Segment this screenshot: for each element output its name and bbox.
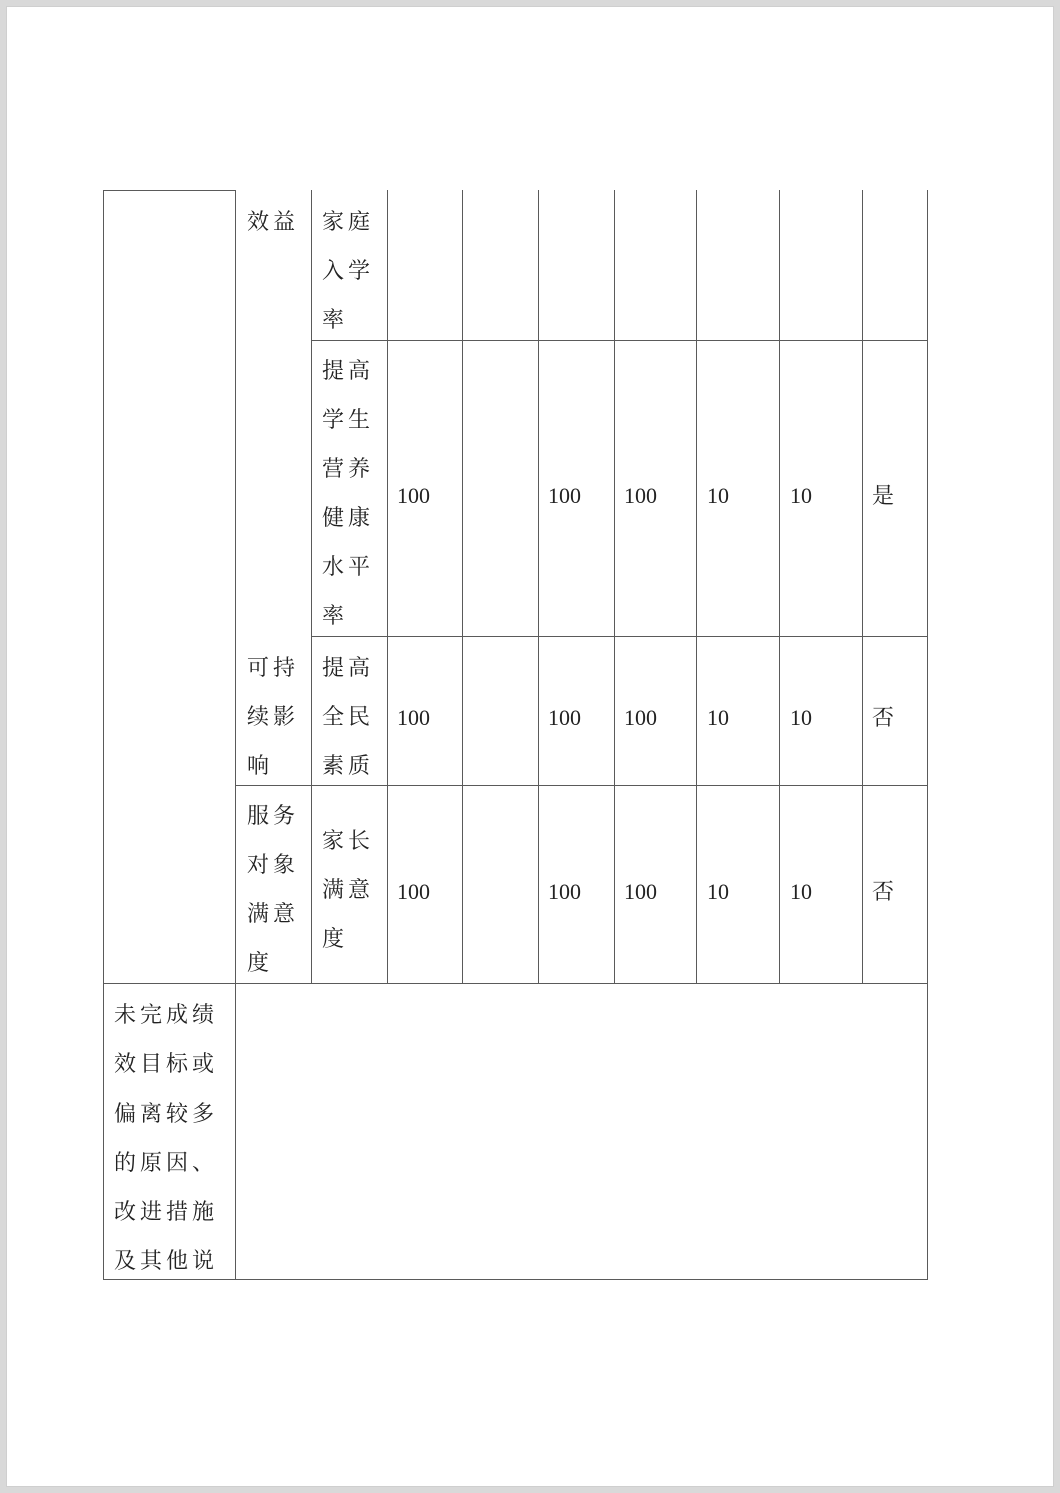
cell-flag: 否 <box>872 705 895 730</box>
indicator-family-enrollment: 家庭 入学 率 <box>322 210 375 333</box>
cell-weight: 10 <box>707 483 729 508</box>
cell-annual-target: 100 <box>397 879 430 904</box>
grid-line-bottom <box>103 1279 928 1280</box>
grid-line-row4 <box>103 983 928 984</box>
cell-actual: 100 <box>548 879 581 904</box>
grid-line-col0 <box>103 190 104 1280</box>
remarks-label: 未完成绩 效目标或 偏离较多 的原因、 改进措施 及其他说 <box>114 1003 219 1275</box>
grid-line-col5 <box>538 190 539 984</box>
cell-flag: 是 <box>872 483 895 508</box>
cell-score: 10 <box>790 879 812 904</box>
cell-completion: 100 <box>624 879 657 904</box>
category-satisfaction: 服务 对象 满意 度 <box>247 804 300 976</box>
grid-line-col3 <box>387 190 388 984</box>
cell-actual: 100 <box>548 705 581 730</box>
cell-annual-target: 100 <box>397 705 430 730</box>
indicator-student-nutrition: 提高 学生 营养 健康 水平 率 <box>322 359 375 629</box>
category-sustainable-impact: 可持 续影 响 <box>247 656 300 779</box>
cell-actual: 100 <box>548 483 581 508</box>
cell-completion: 100 <box>624 483 657 508</box>
cell-completion: 100 <box>624 705 657 730</box>
grid-line-row1 <box>311 340 928 341</box>
category-benefit: 效益 <box>247 210 300 235</box>
indicator-public-quality: 提高 全民 素质 <box>322 656 375 779</box>
grid-line-col8 <box>779 190 780 984</box>
indicator-parent-satisfaction: 家长 满意 度 <box>322 829 375 952</box>
cell-score: 10 <box>790 705 812 730</box>
grid-line-col10 <box>927 190 928 1280</box>
grid-line-col2 <box>311 190 312 984</box>
grid-line-col7 <box>696 190 697 984</box>
cell-score: 10 <box>790 483 812 508</box>
cell-annual-target: 100 <box>397 483 430 508</box>
grid-line-col1 <box>235 190 236 1280</box>
grid-line-col6 <box>614 190 615 984</box>
cell-weight: 10 <box>707 705 729 730</box>
cell-weight: 10 <box>707 879 729 904</box>
cell-flag: 否 <box>872 879 895 904</box>
grid-line-col4 <box>462 190 463 984</box>
grid-line-row2 <box>311 636 928 637</box>
grid-line-top <box>103 190 236 191</box>
grid-line-col9 <box>862 190 863 984</box>
